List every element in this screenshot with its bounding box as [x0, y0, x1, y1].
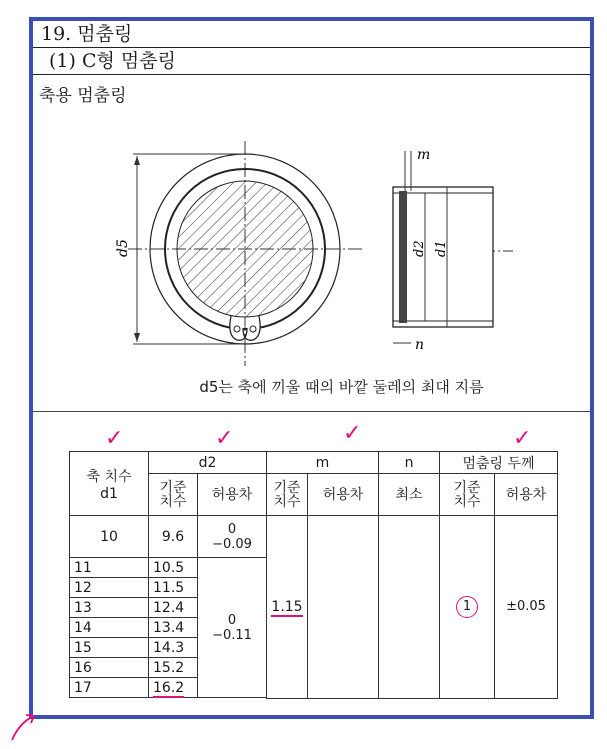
- thickness-base-cell: 1: [440, 516, 495, 699]
- d2-base-cell: 14.3: [149, 638, 198, 658]
- col-thickness: 멈춤링 두께: [440, 452, 558, 474]
- col-shaft: [70, 452, 149, 516]
- col-n: n: [379, 452, 440, 474]
- col-m: m: [267, 452, 379, 474]
- check-mark-icon: ✓: [215, 426, 234, 451]
- d2-base-cell: 16.2: [149, 678, 198, 698]
- d2-base-cell: 9.6: [149, 516, 198, 558]
- d5-label: d5: [115, 239, 131, 257]
- d1-cell: 13: [70, 598, 149, 618]
- divider: [33, 411, 590, 412]
- n-label: n: [415, 337, 425, 353]
- c-ring-drawing: [33, 111, 590, 371]
- m-tol-cell: [308, 516, 379, 699]
- d2-base-cell: 15.2: [149, 658, 198, 678]
- thickness-tol-cell: ±0.05: [495, 516, 558, 699]
- m-base-cell: 1.15: [267, 516, 308, 699]
- drawing-caption: d5는 축에 끼울 때의 바깥 둘레의 최대 지름: [199, 378, 484, 396]
- d2-base-cell: 11.5: [149, 578, 198, 598]
- thick-tol-header: 허용차: [495, 474, 558, 516]
- d2-base-cell: 10.5: [149, 558, 198, 578]
- col-shaft-label: 축 치수: [86, 468, 132, 485]
- d2-label: d2: [412, 240, 427, 257]
- d1-label: d1: [434, 240, 449, 257]
- d1-cell: 10: [70, 516, 149, 558]
- n-min-header: 최소: [379, 474, 440, 516]
- check-mark-icon: ✓: [513, 426, 532, 451]
- n-min-cell: [379, 516, 440, 699]
- thick-base-header: 기준 치수: [440, 474, 495, 516]
- d2-base-cell: 12.4: [149, 598, 198, 618]
- kind-label: 축용 멈춤링: [39, 86, 127, 106]
- m-base-header: 기준 치수: [267, 474, 308, 516]
- d1-cell: 16: [70, 658, 149, 678]
- subsection-title: (1) C형 멈춤링: [33, 48, 590, 75]
- annotation-arrow: [6, 706, 46, 746]
- col-shaft-sym: d1: [100, 485, 118, 502]
- section-title: 19. 멈춤링: [33, 21, 590, 48]
- document-frame: [29, 17, 594, 719]
- check-mark-icon: ✓: [343, 421, 362, 446]
- m-tol-header: 허용차: [308, 474, 379, 516]
- m-label: m: [417, 147, 431, 163]
- d1-cell: 17: [70, 678, 149, 698]
- d2-tol-header: 허용차: [198, 474, 267, 516]
- d2-base-header: 기준 치수: [149, 474, 198, 516]
- col-d2: d2: [149, 452, 267, 474]
- check-mark-icon: ✓: [105, 426, 124, 451]
- d2-tol-cell: 0 −0.11: [198, 558, 267, 698]
- d1-cell: 11: [70, 558, 149, 578]
- d2-tol-cell: 0 −0.09: [198, 516, 267, 558]
- d1-cell: 12: [70, 578, 149, 598]
- spec-table: [69, 451, 558, 699]
- d1-cell: 14: [70, 618, 149, 638]
- d1-cell: 15: [70, 638, 149, 658]
- d2-base-cell: 13.4: [149, 618, 198, 638]
